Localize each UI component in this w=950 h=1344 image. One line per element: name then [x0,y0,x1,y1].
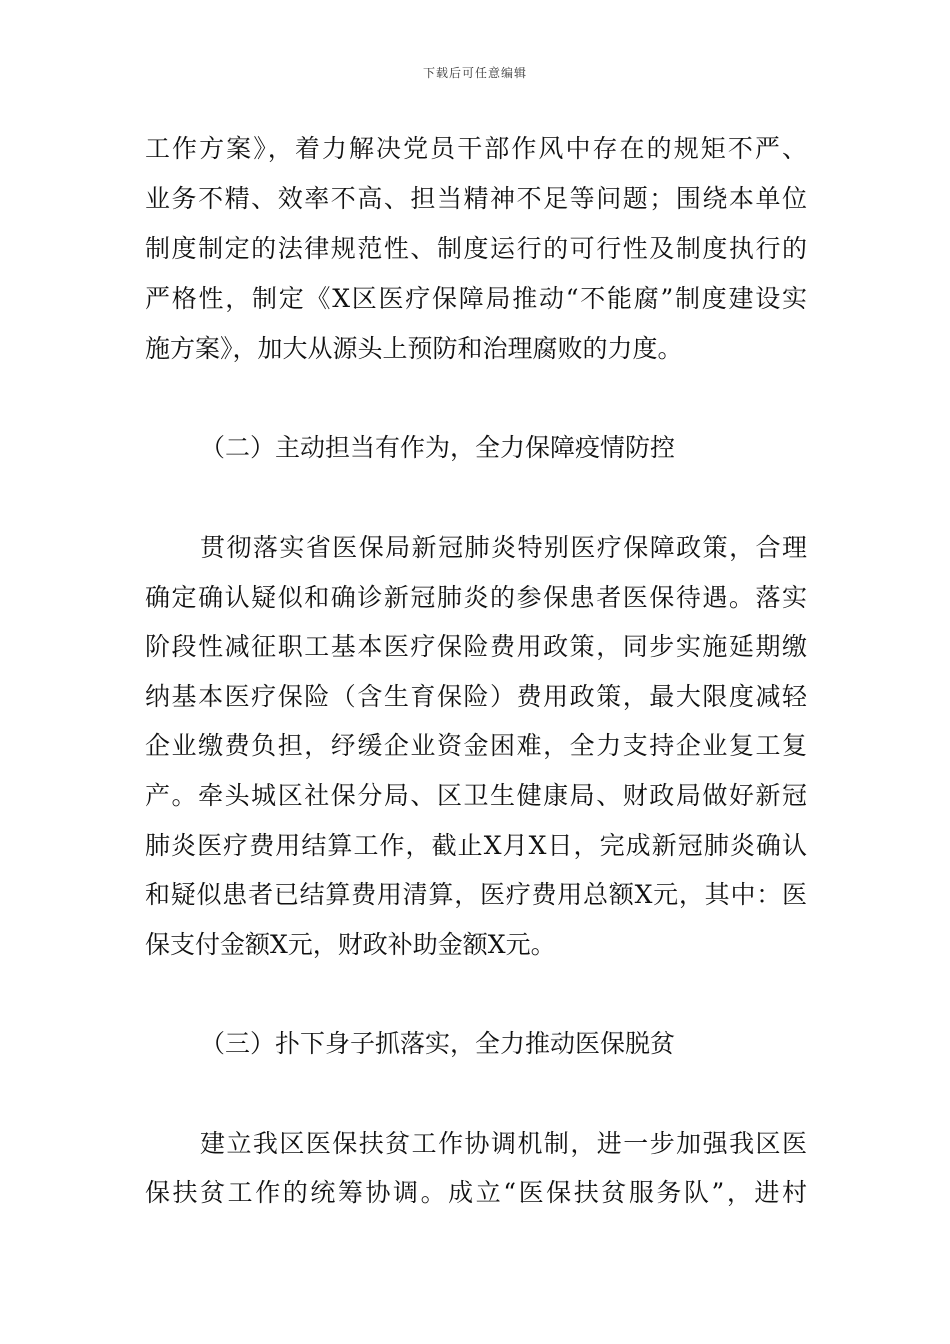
section-heading-3: （三）扑下身子抓落实，全力推动医保脱贫 [200,1029,676,1058]
text-line: 工作方案》，着力解决党员干部作风中存在的规矩不严、 [145,134,807,163]
text-line: 严格性，制定《X区医疗保障局推动“不能腐”制度建设实 [145,284,807,313]
text-line: 保扶贫工作的统筹协调。成立“医保扶贫服务队”，进村 [145,1178,807,1207]
text-line: 保支付金额X元，财政补助金额X元。 [145,930,556,959]
text-line: 业务不精、效率不高、担当精神不足等问题；围绕本单位 [145,184,807,213]
page-header: 下载后可任意编辑 [422,66,527,80]
text-line: 纳基本医疗保险（含生育保险）费用政策，最大限度减轻 [145,682,807,711]
text-line: 阶段性减征职工基本医疗保险费用政策，同步实施延期缴 [145,632,807,661]
text-line: 制度制定的法律规范性、制度运行的可行性及制度执行的 [145,234,807,263]
section-heading-2: （二）主动担当有作为，全力保障疫情防控 [200,433,676,462]
text-line: 和疑似患者已结算费用清算，医疗费用总额X元，其中：医 [145,880,807,909]
text-line: 肺炎医疗费用结算工作，截止X月X日，完成新冠肺炎确认 [145,831,807,860]
text-line: 企业缴费负担，纾缓企业资金困难，全力支持企业复工复 [145,731,807,760]
text-line: 产。牵头城区社保分局、区卫生健康局、财政局做好新冠 [145,781,807,810]
text-line: 贯彻落实省医保局新冠肺炎特别医疗保障政策，合理 [200,533,807,562]
text-line: 确定确认疑似和确诊新冠肺炎的参保患者医保待遇。落实 [145,583,807,612]
text-line: 建立我区医保扶贫工作协调机制，进一步加强我区医 [200,1129,807,1158]
text-line: 施方案》，加大从源头上预防和治理腐败的力度。 [145,334,683,363]
